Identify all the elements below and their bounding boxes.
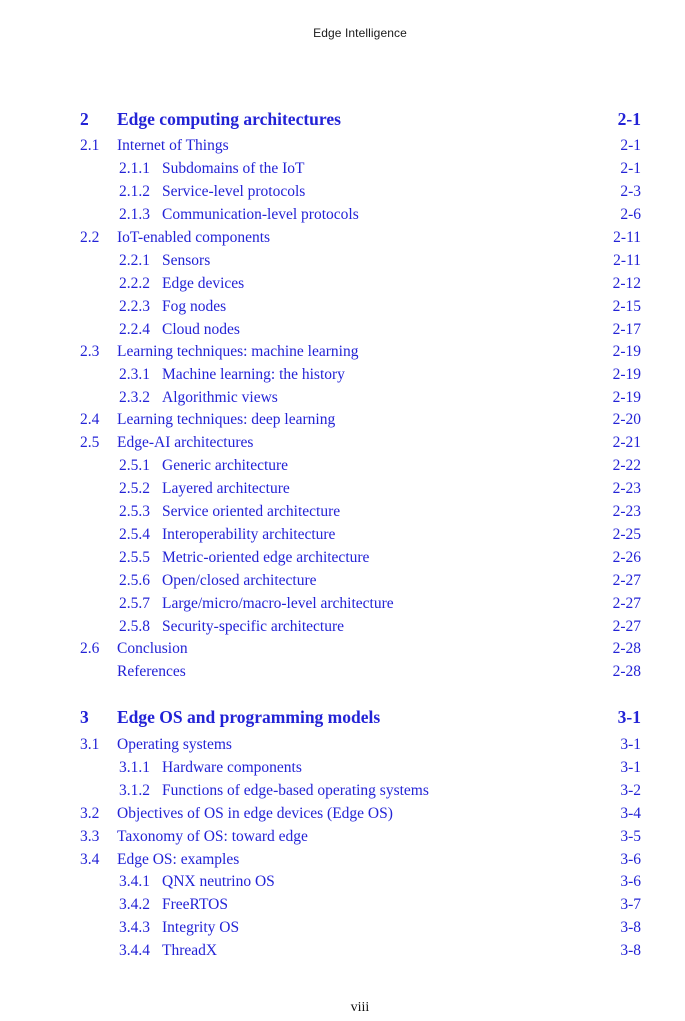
toc-entry-sub[interactable] — [0, 757, 685, 779]
toc-entry-number: 2.1 — [80, 137, 100, 154]
running-head: Edge Intelligence — [313, 26, 407, 40]
toc-entry-title[interactable]: Communication-level protocols — [162, 206, 359, 223]
toc-entry-number: 2.5.8 — [119, 618, 150, 635]
toc-entry-title[interactable]: Edge computing architectures — [117, 109, 341, 129]
toc-entry-number: 2.5.2 — [119, 480, 150, 497]
toc-entry-sub[interactable] — [0, 478, 685, 500]
toc-entry-section[interactable] — [0, 341, 685, 363]
toc-entry-sub[interactable] — [0, 780, 685, 802]
toc-entry-title[interactable]: Cloud nodes — [162, 321, 240, 338]
toc-entry-sub[interactable] — [0, 364, 685, 386]
toc-entry-page[interactable]: 2-1 — [620, 137, 641, 154]
toc-entry-title[interactable]: Subdomains of the IoT — [162, 160, 305, 177]
toc-entry-title[interactable]: Conclusion — [117, 640, 188, 657]
toc-entry-page[interactable]: 2-25 — [612, 526, 641, 543]
toc-entry-page[interactable]: 2-19 — [612, 389, 641, 406]
toc-entry-chapter[interactable] — [0, 706, 685, 728]
toc-entry-page[interactable]: 2-6 — [620, 206, 641, 223]
toc-entry-sub[interactable] — [0, 593, 685, 615]
toc-entry-sub[interactable] — [0, 616, 685, 638]
toc-entry-section[interactable] — [0, 227, 685, 249]
toc-entry-sub[interactable] — [0, 894, 685, 916]
toc-entry-sub[interactable] — [0, 524, 685, 546]
toc-entry-title[interactable]: Fog nodes — [162, 298, 227, 315]
toc-entry-title[interactable]: Taxonomy of OS: toward edge — [117, 828, 308, 845]
toc-entry-title[interactable]: Large/micro/macro-level architecture — [162, 595, 394, 612]
toc-entry-page[interactable]: 2-11 — [613, 252, 641, 269]
toc-entry-page[interactable]: 3-1 — [617, 707, 641, 727]
page-number: viii — [350, 1000, 370, 1015]
toc-entry-sub[interactable] — [0, 273, 685, 295]
toc-entry-page[interactable]: 2-15 — [612, 298, 641, 315]
toc-entry-section[interactable] — [0, 734, 685, 756]
toc-entry-number: 2 — [80, 109, 89, 129]
toc-entry-page[interactable]: 2-26 — [612, 549, 641, 566]
toc-entry-chapter[interactable] — [0, 108, 685, 130]
toc-entry-number: 2.2.3 — [119, 298, 150, 315]
toc-entry-number: 2.3 — [80, 343, 100, 360]
toc-entry-page[interactable]: 2-28 — [612, 663, 641, 680]
toc-entry-title[interactable]: QNX neutrino OS — [162, 873, 275, 890]
toc-entry-page[interactable]: 3-8 — [620, 919, 641, 936]
toc-entry-section[interactable] — [0, 849, 685, 871]
toc-entry-title[interactable]: Learning techniques: deep learning — [117, 411, 336, 428]
toc-entry-number: 2.5.7 — [119, 595, 150, 612]
toc-entry-sub[interactable] — [0, 940, 685, 962]
toc-entry-sub[interactable] — [0, 387, 685, 409]
toc-entry-section[interactable] — [0, 135, 685, 157]
toc-entry-number: 3.4 — [80, 851, 100, 868]
toc-entry-title[interactable]: Functions of edge-based operating systems — [162, 782, 429, 799]
toc-entry-number: 3.4.1 — [119, 873, 150, 890]
toc-entry-page[interactable]: 3-1 — [620, 736, 641, 753]
toc-entry-page[interactable]: 2-28 — [612, 640, 641, 657]
toc-entry-section[interactable] — [0, 638, 685, 660]
toc-entry-title[interactable]: FreeRTOS — [162, 896, 228, 913]
toc-entry-page[interactable]: 3-6 — [620, 851, 641, 868]
toc-entry-page[interactable]: 2-19 — [612, 366, 641, 383]
toc-entry-section[interactable] — [0, 432, 685, 454]
toc-entry-number: 2.2 — [80, 229, 100, 246]
toc-entry-title[interactable]: Edge OS and programming models — [117, 707, 381, 727]
toc-entry-number: 2.2.2 — [119, 275, 150, 292]
toc-entry-number: 2.2.1 — [119, 252, 150, 269]
toc-entry-page[interactable]: 3-7 — [620, 896, 641, 913]
toc-entry-sub[interactable] — [0, 917, 685, 939]
toc-entry-number: 3.2 — [80, 805, 100, 822]
toc-entry-title[interactable]: ThreadX — [162, 942, 218, 959]
toc-entry-title[interactable]: Open/closed architecture — [162, 572, 317, 589]
toc-entry-page[interactable]: 2-1 — [617, 109, 641, 129]
toc-entry-title[interactable]: Operating systems — [117, 736, 232, 753]
toc-entry-page[interactable]: 2-27 — [612, 572, 641, 589]
toc-entry-number: 3.3 — [80, 828, 100, 845]
toc-entry-title[interactable]: Sensors — [162, 252, 211, 269]
toc-entry-page[interactable]: 2-22 — [612, 457, 641, 474]
toc-entry-page[interactable]: 2-3 — [620, 183, 641, 200]
toc-entry-title[interactable]: Internet of Things — [117, 137, 229, 154]
toc-entry-number: 2.5.4 — [119, 526, 150, 543]
toc-entry-sub[interactable] — [0, 455, 685, 477]
toc-entry-number: 2.1.3 — [119, 206, 150, 223]
toc-entry-page[interactable]: 3-6 — [620, 873, 641, 890]
toc-entry-number: 2.6 — [80, 640, 100, 657]
toc-entry-section[interactable] — [0, 803, 685, 825]
toc-entry-title[interactable]: Service-level protocols — [162, 183, 306, 200]
toc-entry-title[interactable]: Edge devices — [162, 275, 245, 292]
toc-entry-number: 2.5.6 — [119, 572, 150, 589]
toc-entry-section[interactable] — [0, 826, 685, 848]
toc-entry-number: 2.5.3 — [119, 503, 150, 520]
toc-entry-page[interactable]: 2-27 — [612, 618, 641, 635]
toc-entry-sub[interactable] — [0, 158, 685, 180]
toc-entry-title[interactable]: References — [117, 663, 186, 680]
toc-entry-number: 3.1.1 — [119, 759, 150, 776]
toc-entry-sub[interactable] — [0, 204, 685, 226]
toc-entry-page[interactable]: 2-20 — [612, 411, 641, 428]
toc-entry-page[interactable]: 2-23 — [612, 503, 641, 520]
toc-entry-title[interactable]: Algorithmic views — [162, 389, 278, 406]
toc-entry-sub[interactable] — [0, 296, 685, 318]
toc-entry-title[interactable]: Interoperability architecture — [162, 526, 336, 543]
toc-entry-number: 2.1.2 — [119, 183, 150, 200]
toc-entry-title[interactable]: Objectives of OS in edge devices (Edge OS) — [117, 805, 393, 822]
toc-entry-number: 2.5.1 — [119, 457, 150, 474]
toc-entry-section[interactable] — [0, 661, 685, 683]
toc-entry-number: 2.4 — [80, 411, 100, 428]
toc-entry-page[interactable]: 3-5 — [620, 828, 641, 845]
toc-entry-title[interactable]: Layered architecture — [162, 480, 290, 497]
toc-entry-number: 2.3.2 — [119, 389, 150, 406]
toc-entry-title[interactable]: Integrity OS — [162, 919, 240, 936]
toc-entry-number: 3.4.4 — [119, 942, 150, 959]
toc-entry-sub[interactable] — [0, 871, 685, 893]
toc-entry-sub[interactable] — [0, 570, 685, 592]
toc-entry-page[interactable]: 2-1 — [620, 160, 641, 177]
toc-entry-page[interactable]: 2-23 — [612, 480, 641, 497]
toc-entry-title[interactable]: Generic architecture — [162, 457, 289, 474]
toc-entry-page[interactable]: 3-1 — [620, 759, 641, 776]
toc-entry-page[interactable]: 2-21 — [612, 434, 641, 451]
toc-entry-number: 3.4.2 — [119, 896, 150, 913]
toc-entry-page[interactable]: 2-12 — [612, 275, 641, 292]
toc-entry-page[interactable]: 3-2 — [620, 782, 641, 799]
toc-entry-title[interactable]: Metric-oriented edge architecture — [162, 549, 370, 566]
toc-entry-title[interactable]: Learning techniques: machine learning — [117, 343, 359, 360]
toc-entry-number: 2.5.5 — [119, 549, 150, 566]
toc-entry-section[interactable] — [0, 409, 685, 431]
toc-entry-page[interactable]: 2-19 — [612, 343, 641, 360]
toc-entry-title[interactable]: Machine learning: the history — [162, 366, 345, 383]
toc-entry-number: 2.2.4 — [119, 321, 150, 338]
toc-entry-page[interactable]: 2-17 — [612, 321, 641, 338]
toc-entry-sub[interactable] — [0, 181, 685, 203]
toc-entry-number: 2.1.1 — [119, 160, 150, 177]
toc-entry-number: 2.3.1 — [119, 366, 150, 383]
toc-entry-page[interactable]: 2-11 — [613, 229, 641, 246]
toc-entry-title[interactable]: IoT-enabled components — [117, 229, 271, 246]
toc-entry-sub[interactable] — [0, 501, 685, 523]
toc-entry-number: 3 — [80, 707, 89, 727]
toc-entry-sub[interactable] — [0, 547, 685, 569]
toc-entry-title[interactable]: Service oriented architecture — [162, 503, 341, 520]
toc-entry-sub[interactable] — [0, 250, 685, 272]
toc-entry-title[interactable]: Edge-AI architectures — [117, 434, 254, 451]
toc-entry-number: 2.5 — [80, 434, 100, 451]
toc-entry-page[interactable]: 2-27 — [612, 595, 641, 612]
toc-entry-page[interactable]: 3-8 — [620, 942, 641, 959]
toc-entry-title[interactable]: Edge OS: examples — [117, 851, 240, 868]
toc-entry-title[interactable]: Hardware components — [162, 759, 302, 776]
toc-entry-number: 3.1 — [80, 736, 100, 753]
toc-entry-number: 3.1.2 — [119, 782, 150, 799]
toc-entry-number: 3.4.3 — [119, 919, 150, 936]
toc-entry-sub[interactable] — [0, 319, 685, 341]
toc-entry-page[interactable]: 3-4 — [620, 805, 641, 822]
toc-entry-title[interactable]: Security-specific architecture — [162, 618, 345, 635]
